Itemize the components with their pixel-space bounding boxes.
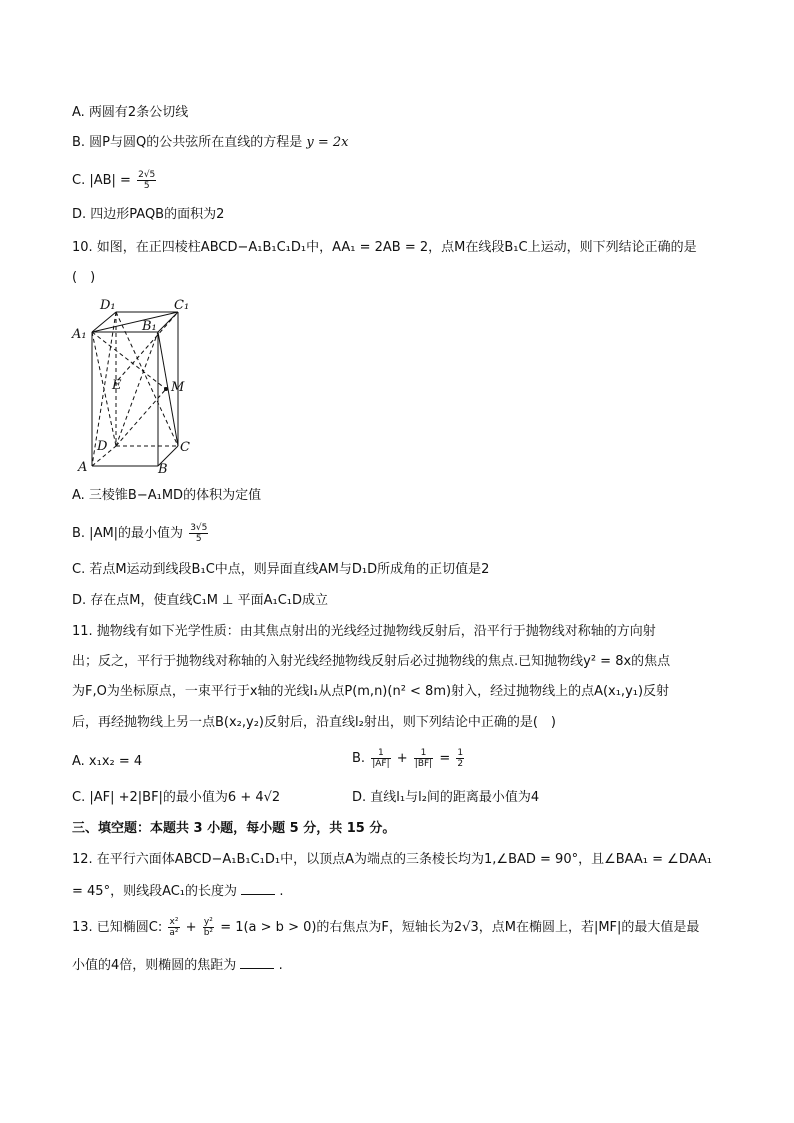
q10-option-d: D. 存在点M，使直线C₁M ⊥ 平面A₁C₁D成立: [72, 593, 328, 608]
q13-post: = 1(a > b > 0)的右焦点为F，短轴长为2√3，点M在椭圆上，若|MF|的最大值是最: [220, 920, 700, 935]
q10-option-b-pre: B. |AM|的最小值为: [72, 526, 184, 541]
q11-fraction-3: [456, 748, 464, 769]
fraction-numerator: 1: [414, 748, 433, 759]
fraction-numerator: 2√5: [138, 170, 156, 180]
q13-fraction-1: [168, 917, 179, 938]
q9-option-a: A. 两圆有2条公切线: [72, 105, 189, 120]
fraction-numerator: 3√5: [190, 523, 208, 533]
fraction-denominator: |BF|: [414, 759, 433, 769]
q9-option-c-pre: C. |AB| =: [72, 173, 131, 188]
label-b: B: [158, 462, 168, 476]
answer-blank: [241, 882, 275, 895]
label-a1: A₁: [72, 327, 87, 342]
prism-figure: [70, 294, 200, 476]
q13-fraction-2: [203, 917, 214, 938]
fraction-numerator: 1: [457, 748, 464, 758]
label-d1: D₁: [100, 298, 116, 313]
q9-option-d: D. 四边形PAQB的面积为2: [72, 207, 225, 222]
label-e: E: [112, 378, 122, 393]
fraction-numerator: 1: [371, 748, 390, 759]
q10-stem-line-1: 10. 如图，在正四棱柱ABCD−A₁B₁C₁D₁中，AA₁ = 2AB = 2，点M在线段B₁C上运动，则下列结论正确的是: [72, 240, 697, 255]
q11-stem-line-4: 后，再经抛物线上另一点B(x₂,y₂)反射后，沿直线l₂射出，则下列结论中正确的是( ): [72, 715, 556, 730]
q13-stem-line-2: [72, 956, 283, 976]
q11-option-c: C. |AF| +2|BF|的最小值为6 + 4√2: [72, 790, 281, 805]
answer-blank: [240, 956, 274, 969]
label-m: M: [171, 380, 185, 395]
q12-stem-line-2-pre: = 45°，则线段AC₁的长度为: [72, 884, 238, 899]
plus-sign: +: [396, 751, 408, 766]
fraction-denominator: 2: [457, 759, 464, 769]
q11-option-b: [352, 748, 466, 769]
q10-option-a: A. 三棱锥B−A₁MD的体积为定值: [72, 488, 262, 503]
q13-stem-line-2-pre: 小值的4倍，则椭圆的焦距为: [72, 958, 237, 973]
fraction-denominator: |AF|: [372, 759, 390, 769]
q9-option-b-expr: y = 2x: [306, 135, 349, 150]
q11-stem-line-1: 11. 抛物线有如下光学性质：由其焦点射出的光线经过抛物线反射后，沿平行于抛物线对称轴的方向射: [72, 624, 656, 639]
q12-stem-line-1: 12. 在平行六面体ABCD−A₁B₁C₁D₁中，以顶点A为端点的三条棱长均为1,∠BAD = 90°，且∠BAA₁ = ∠DAA₁: [72, 852, 712, 867]
q11-option-d: D. 直线l₁与l₂间的距离最小值为4: [352, 790, 540, 805]
section-3-heading: 三、填空题：本题共 3 小题，每小题 5 分，共 15 分。: [72, 821, 396, 836]
q11-option-b-pre: B.: [352, 751, 366, 766]
fraction-denominator: 5: [195, 534, 202, 544]
q11-fraction-2: [414, 748, 433, 769]
q10-option-c: C. 若点M运动到线段B₁C中点，则异面直线AM与D₁D所成角的正切值是2: [72, 562, 490, 577]
fraction-denominator: a²: [169, 928, 179, 938]
equals-sign: =: [439, 751, 451, 766]
q13-pre: 13. 已知椭圆C:: [72, 920, 163, 935]
label-b1: B₁: [142, 319, 157, 334]
q13-stem-line-2-post: .: [278, 958, 283, 973]
q12-stem-line-2-post: .: [279, 884, 284, 899]
fraction-numerator: x²: [169, 917, 179, 927]
label-c1: C₁: [174, 298, 190, 313]
q9-option-b: [72, 133, 349, 153]
q9-option-b-text: B. 圆P与圆Q的公共弦所在直线的方程是: [72, 135, 303, 150]
label-d: D: [97, 439, 108, 454]
q10-option-b: [72, 523, 210, 544]
q11-option-a: A. x₁x₂ = 4: [72, 754, 143, 769]
q13-stem-line-1: [72, 917, 699, 938]
q11-stem-line-3: 为F,O为坐标原点，一束平行于x轴的光线l₁从点P(m,n)(n² < 8m)射入，经过抛物线上的点A(x₁,y₁)反射: [72, 684, 670, 699]
q9-option-c: [72, 170, 158, 191]
plus-sign: +: [185, 920, 197, 935]
q10-option-b-fraction: [189, 523, 208, 544]
q12-stem-line-2: [72, 882, 283, 902]
q9-option-c-fraction: [137, 170, 156, 191]
point-m-dot: [164, 387, 168, 391]
q10-stem-line-2: ( ): [72, 270, 96, 285]
q11-stem-line-2: 出；反之，平行于抛物线对称轴的入射光线经抛物线反射后必过抛物线的焦点.已知抛物线y² = 8x的焦点: [72, 654, 671, 669]
fraction-numerator: y²: [203, 917, 213, 927]
label-a: A: [78, 460, 88, 475]
q11-fraction-1: [371, 748, 390, 769]
label-c: C: [180, 440, 190, 455]
fraction-denominator: 5: [143, 181, 150, 191]
fraction-denominator: b²: [203, 928, 214, 938]
